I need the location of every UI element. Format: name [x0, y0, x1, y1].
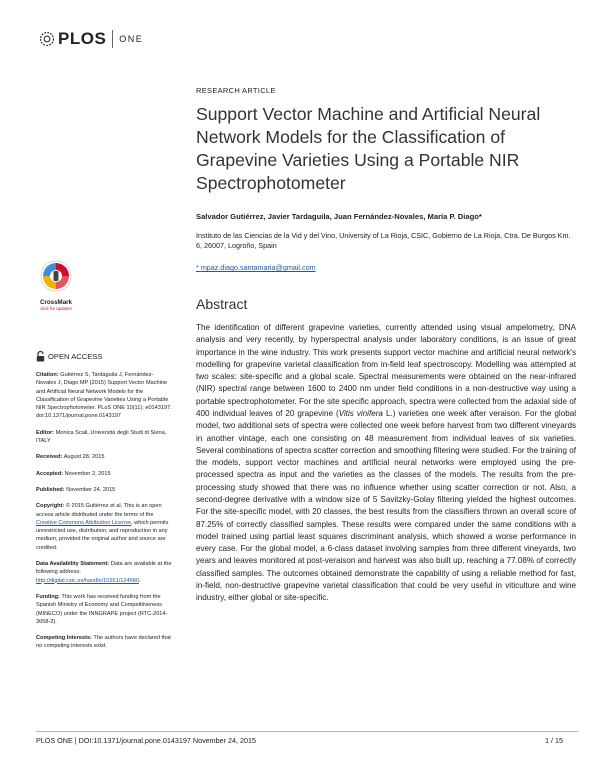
- plos-logo-icon: [38, 30, 56, 48]
- license-link[interactable]: Creative Commons Attribution License: [36, 519, 132, 526]
- editor-block: [36, 429, 172, 446]
- journal-name: ONE: [119, 34, 144, 44]
- copyright-label: Copyright:: [36, 503, 65, 510]
- open-access-label: OPEN ACCESS: [48, 352, 103, 361]
- funding-block: [36, 593, 172, 626]
- crossmark-sublabel: click for updates: [40, 306, 72, 311]
- data-availability-label: Data Availability Statement:: [36, 561, 110, 568]
- received-label: Received:: [36, 454, 63, 461]
- editor-label: Editor:: [36, 429, 55, 436]
- citation-text: Gutiérrez S, Tardaguila J, Fernández-Novales J, Diago MP (2015) Support Vector Machine and Artificial Neural Network Models for the Classification of Grapevine Varieties Using a Portable NIR Spectrophotometer. PLoS ONE 10(11): e0143197. doi:10.1371/journal.pone.0143197: [36, 372, 172, 420]
- page-number: 1 / 15: [545, 736, 563, 745]
- data-availability-text: Data are available at the following address:: [36, 561, 172, 576]
- data-availability-end: .: [138, 577, 141, 584]
- affiliation: Instituto de las Ciencias de la Vid y del Vino, University of La Rioja, CSIC, Gobierno de La Rioja, Ctra. De Burgos Km. 6, 26007, Logroño, Spain: [196, 231, 571, 250]
- citation-label: Citation:: [36, 372, 59, 378]
- funding-label: Funding:: [36, 593, 60, 600]
- abstract-text: [196, 322, 576, 604]
- crossmark-label: CrossMark: [40, 299, 72, 306]
- open-lock-icon: [36, 351, 45, 362]
- article-metadata: [36, 371, 172, 659]
- competing-interests-label: Competing Interests:: [36, 635, 92, 642]
- published-block: [36, 486, 172, 494]
- journal-logo: [38, 28, 143, 50]
- article-title: Support Vector Machine and Artificial Neural Network Models for the Classification of Grapevine Varieties Using a Portable NIR Spectrophotometer: [196, 104, 541, 193]
- funding-text: This work has received funding from the Spanish Ministry of Economy and Competitiveness (MINECO) under the INNGRAPE project (RTC-2014-3058-2).: [36, 593, 168, 625]
- competing-interests-block: [36, 634, 172, 651]
- email-link[interactable]: mpaz.diago.santamaria@gmail.com: [200, 263, 316, 272]
- corresponding-marker: *: [196, 263, 199, 272]
- section-label: RESEARCH ARTICLE: [196, 86, 276, 95]
- published-label: Published:: [36, 486, 65, 493]
- copyright-block: [36, 502, 172, 552]
- competing-interests-text: The authors have declared that no competing interests exist.: [36, 635, 171, 650]
- received-block: [36, 453, 172, 461]
- abstract-heading: Abstract: [196, 296, 248, 312]
- journal-brand: PLOS: [58, 29, 107, 48]
- author-list: Salvador Gutiérrez, Javier Tardaguila, Juan Fernández-Novales, María P. Diago*: [196, 212, 482, 221]
- data-link[interactable]: http://digital.csic.es/handle/10261/124680: [36, 577, 139, 584]
- crossmark-icon: [40, 260, 72, 292]
- accepted-label: Accepted:: [36, 470, 64, 477]
- species-name: Vitis vinifera: [338, 408, 383, 418]
- received-date: August 28, 2015: [63, 454, 105, 461]
- copyright-text: © 2015 Gutiérrez et al. This is an open access article distributed under the terms of the: [36, 503, 162, 518]
- accepted-date: November 2, 2015: [64, 470, 111, 477]
- footer-divider: [36, 731, 578, 732]
- abstract-part-1: The identification of different grapevine varieties, currently attended using visual ampelometry, DNA analysis and very recently, by hyperspectral analysis under laboratory conditions, is an issue of great importance in the wine industry. This work presents support vector machine and artificial neural network's modelling for grapevine varietal classification from in-field leaf spectroscopy. Modelling was attempted at two scales: site-specific and a global scale. Spectral measurements were obtained on the near-infrared (NIR) spectral range between 1600 to 2400 nm under field conditions in a non-destructive way using a portable spectrophotometer. For the site specific approach, spectra were collected from the adaxial side of 400 individual leaves of 20 grapevine (: [196, 323, 576, 418]
- open-access-badge: [36, 351, 102, 362]
- accepted-block: [36, 470, 172, 478]
- logo-divider: [112, 30, 113, 48]
- crossmark-badge[interactable]: [36, 260, 78, 311]
- abstract-part-2: L.) varieties one week after veraison. For the global model, two additional sets of spectra were collected one week before harvest from two different vineyards in another vintage, each one consisting on 48 measurement from individual leaves of six varieties. Several combinations of spectra scatter correction and smoothing filtering were studied. For the training of the models, support vector machines and artificial neural networks were employed using the pre-processed spectra as input and the varieties as the classes of the models. The results from the pre-processing study showed that there was no influence whether using scatter correction or not. Also, a second-degree derivative with a window size of 5 Savitzky-Golay filtering yielded the highest outcomes. For the site-specific model, with 20 classes, the best results from the classifiers thrown an overall score of 87.25% of correctly classified samples. These results were compared under the same conditions with a model trained using partial least squares discriminant analysis, which showed a worse performance in every case. For the global model, a 6-class dataset involving samples from three different vineyards, two years and leaves monitored at post-veraison and harvest was also built up, reaching a 77.08% of correctly classified samples. The outcomes obtained demonstrate the capability of using a reliable method for fast, in-field, non-destructive grapevine varietal classification that could be very useful in viticulture and wine industry, either global or site-specific.: [196, 408, 577, 603]
- corresponding-email[interactable]: [196, 263, 316, 272]
- editor-text: Monica Scali, Università degli Studi di Siena, ITALY: [36, 429, 167, 445]
- data-availability-block: [36, 560, 172, 585]
- published-date: November 24, 2015: [66, 486, 116, 493]
- citation-block: [36, 371, 172, 421]
- copyright-text-end: , which permits unrestricted use, distribution, and reproduction in any medium, provided the original author and source are credited.: [36, 519, 169, 551]
- footer-citation: PLOS ONE | DOI:10.1371/journal.pone.0143197 November 24, 2015: [36, 736, 257, 745]
